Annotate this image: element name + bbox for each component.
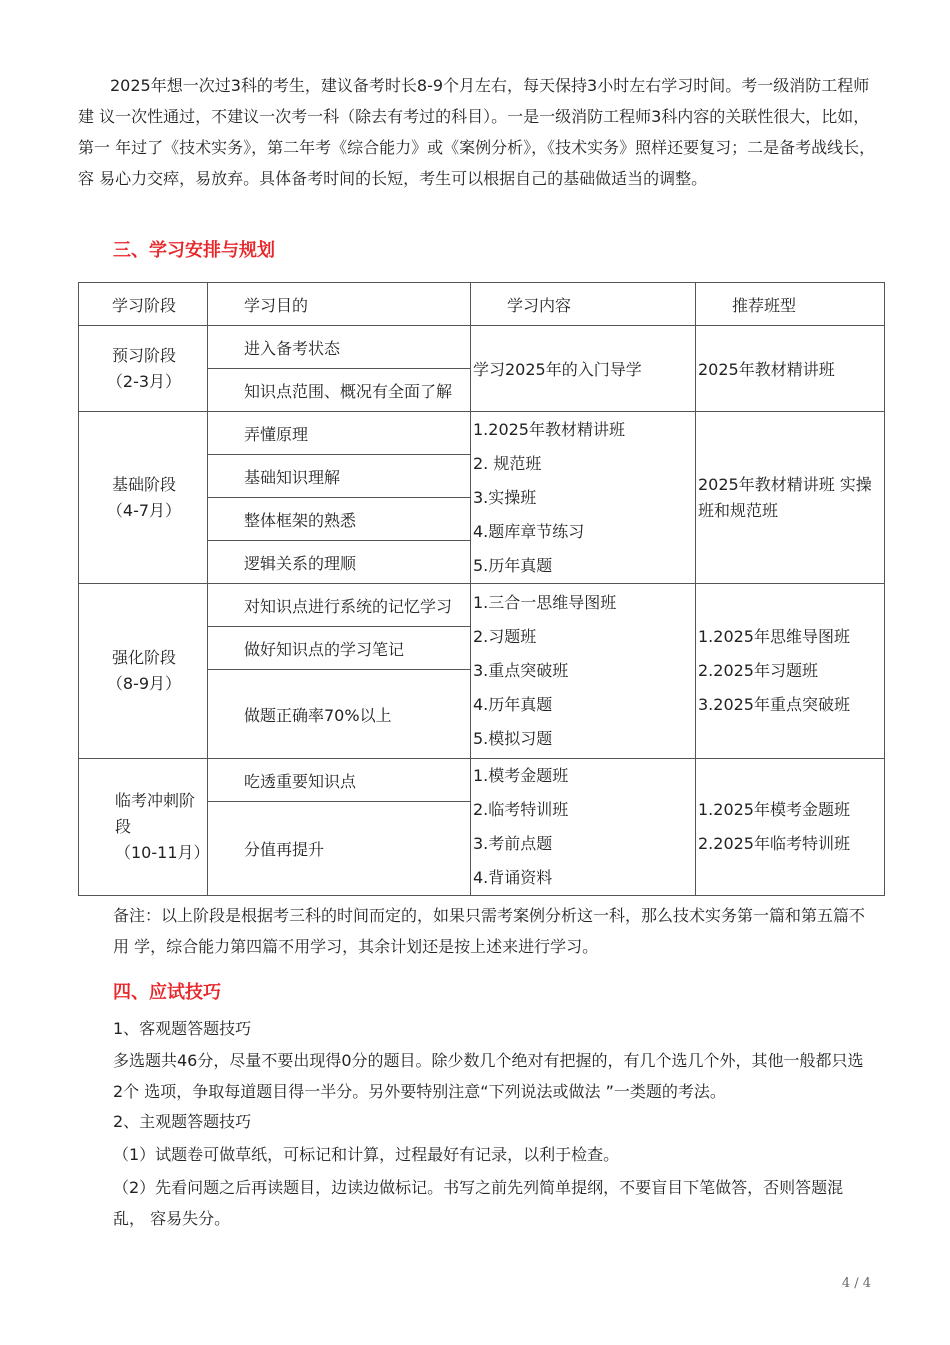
content-line: 4.历年真题 xyxy=(473,695,553,714)
goal-cell: 做好知识点的学习笔记 xyxy=(208,627,471,670)
tip-1-title: 1、客观题答题技巧 xyxy=(113,1019,252,1038)
content-line: 2. 规范班 xyxy=(473,453,542,473)
study-plan-table xyxy=(78,282,885,896)
goal-cell: 吃透重要知识点 xyxy=(208,759,471,802)
class-line: 2025年教材精讲班 实操班和规范班 xyxy=(698,474,872,520)
tip-1-text: 多选题共46分，尽量不要出现得0分的题目。除少数几个绝对有把握的，有几个选几个外，其他一般都只选2个 选项，争取每道题目得一半分。另外要特别注意“下列说法或做法 ”一类题的考法。 xyxy=(113,1051,864,1101)
class-line: 3.2025年重点突破班 xyxy=(698,695,850,714)
goal-cell: 逻辑关系的理顺 xyxy=(208,541,471,584)
goal-cell: 基础知识理解 xyxy=(208,455,471,498)
goal-cell: 知识点范围、概况有全面了解 xyxy=(208,369,471,412)
content-line: 2.临考特训班 xyxy=(473,800,569,819)
stage-name: 强化阶段 xyxy=(111,648,176,667)
class-cell xyxy=(696,326,885,412)
content-line: 1.2025年教材精讲班 xyxy=(473,419,625,439)
class-line: 1.2025年模考金题班 xyxy=(698,800,850,819)
content-cell xyxy=(471,326,696,412)
content-line: 4.背诵资料 xyxy=(473,868,553,887)
content-cell xyxy=(471,412,696,584)
content-line: 4.题库章节练习 xyxy=(473,521,585,541)
content-line: 5.历年真题 xyxy=(473,555,553,575)
content-cell xyxy=(471,584,696,759)
class-line: 2025年教材精讲班 xyxy=(698,360,835,379)
content-line: 1.三合一思维导图班 xyxy=(473,593,617,612)
page-number: 4 / 4 xyxy=(841,1276,871,1291)
content-line: 3.考前点题 xyxy=(473,834,553,853)
stage-cell xyxy=(79,584,208,759)
class-line: 1.2025年思维导图班 xyxy=(698,627,850,646)
goal-cell: 弄懂原理 xyxy=(208,412,471,455)
section-3-heading: 三、学习安排与规划 xyxy=(113,240,275,261)
table-row xyxy=(79,326,885,369)
stage-period: （4-7月） xyxy=(106,500,182,520)
stage-period: （8-9月） xyxy=(106,674,182,693)
content-line: 3.重点突破班 xyxy=(473,661,569,680)
stage-period: （2-3月） xyxy=(106,371,182,391)
tip-2-item-1: （1）试题卷可做草纸，可标记和计算，过程最好有记录，以利于检查。 xyxy=(113,1145,620,1164)
goal-cell: 分值再提升 xyxy=(208,802,471,896)
header-goal: 学习目的 xyxy=(208,283,471,326)
class-cell xyxy=(696,412,885,584)
class-line: 2.2025年习题班 xyxy=(698,661,818,680)
content-line: 5.模拟习题 xyxy=(473,729,553,748)
goal-cell: 整体框架的熟悉 xyxy=(208,498,471,541)
tip-2-title: 2、主观题答题技巧 xyxy=(113,1112,252,1131)
intro-paragraph: 2025年想一次过3科的考生，建议备考时长8-9个月左右，每天保持3小时左右学习时间。考一级消防工程师建 议一次性通过，不建议一次考一科（除去有考过的科目）。一是一级消防工程师3科内容的关联性很大，比如，第一 年过了《技术实务》，第二年考《综合能力》或《案例分析》，《技术实务》照样还要复习；二是备考战线长，容 易心力交瘁，易放弃。具体备考时间的长短，考生可以根据自己的基础做适当的调整。 xyxy=(78,76,876,188)
class-cell xyxy=(696,584,885,759)
stage-name: 基础阶段 xyxy=(111,474,176,494)
header-stage: 学习阶段 xyxy=(79,283,208,326)
class-line: 2.2025年临考特训班 xyxy=(698,834,850,853)
goal-cell: 进入备考状态 xyxy=(208,326,471,369)
stage-cell xyxy=(79,759,208,896)
header-content: 学习内容 xyxy=(471,283,696,326)
table-row xyxy=(79,759,885,802)
content-line: 学习2025年的入门导学 xyxy=(473,360,642,379)
stage-cell xyxy=(79,326,208,412)
goal-cell: 做题正确率70%以上 xyxy=(208,670,471,759)
stage-name: 临考冲刺阶段 xyxy=(115,791,196,836)
content-line: 1.模考金题班 xyxy=(473,766,569,785)
header-class: 推荐班型 xyxy=(696,283,885,326)
table-header-row xyxy=(79,283,885,326)
table-row xyxy=(79,412,885,455)
table-note: 备注：以上阶段是根据考三科的时间而定的，如果只需考案例分析这一科，那么技术实务第一篇和第五篇不用 学，综合能力第四篇不用学习，其余计划还是按上述来进行学习。 xyxy=(113,906,866,956)
section-4-heading: 四、应试技巧 xyxy=(113,982,221,1003)
table-row xyxy=(79,584,885,627)
class-cell xyxy=(696,759,885,896)
tip-2-item-2: （2）先看问题之后再读题目，边读边做标记。书写之前先列简单提纲，不要盲目下笔做答，否则答题混乱， 容易失分。 xyxy=(113,1178,844,1228)
content-cell xyxy=(471,759,696,896)
stage-period: （10-11月） xyxy=(115,843,210,862)
stage-cell xyxy=(79,412,208,584)
content-line: 3.实操班 xyxy=(473,487,537,507)
content-line: 2.习题班 xyxy=(473,627,537,646)
goal-cell: 对知识点进行系统的记忆学习 xyxy=(208,584,471,627)
stage-name: 预习阶段 xyxy=(111,345,176,365)
